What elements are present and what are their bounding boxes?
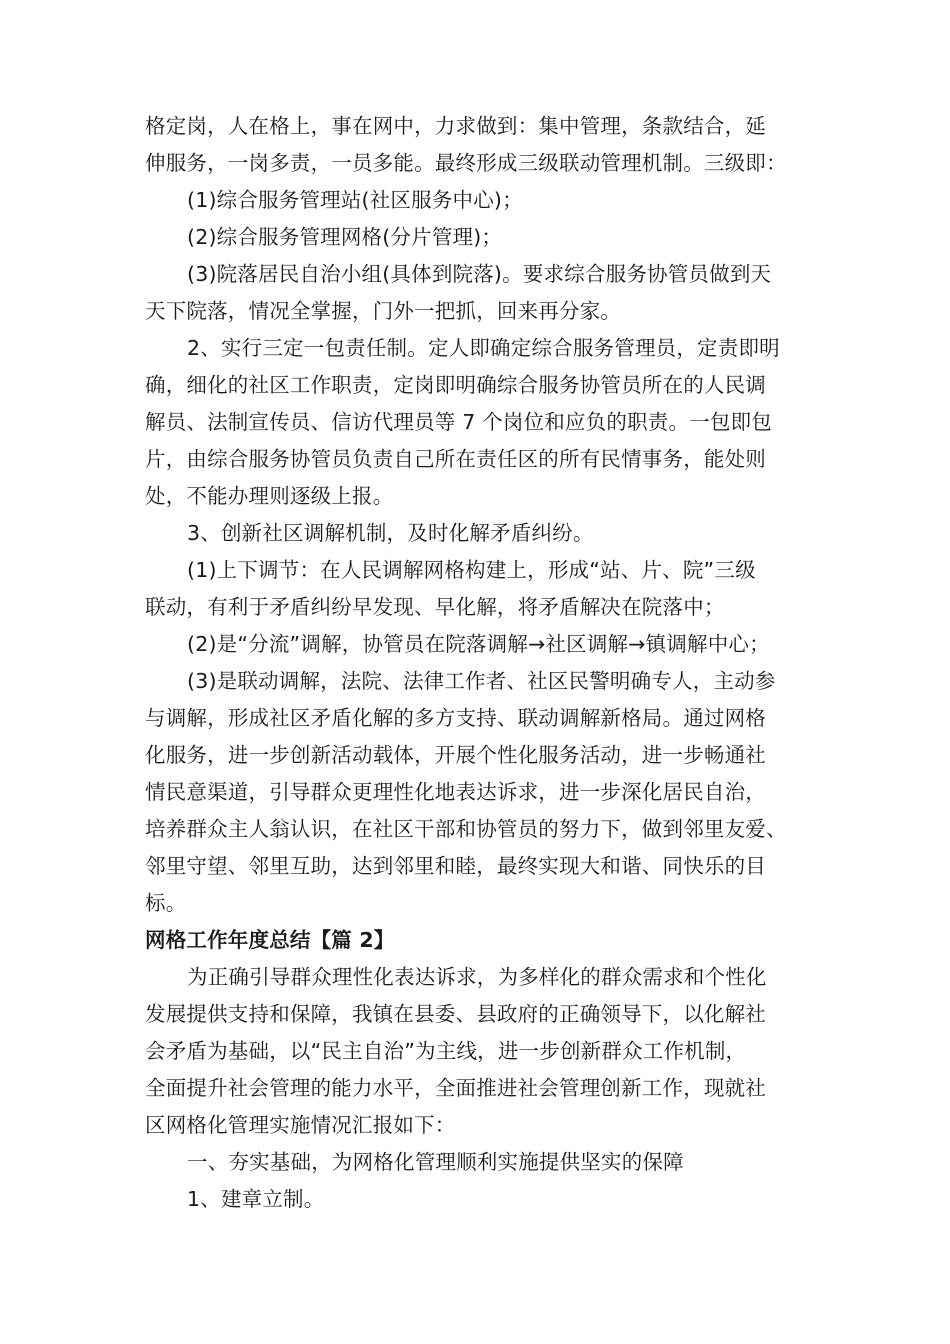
text-line: 与调解，形成社区矛盾化解的多方支持、联动调解新格局。通过网格: [145, 706, 766, 730]
section-heading: 网格工作年度总结【篇 2】: [145, 928, 395, 952]
text-line: 格定岗，人在格上，事在网中，力求做到：集中管理，条款结合，延: [145, 114, 766, 138]
text-line: (1)上下调节：在人民调解网格构建上，形成“站、片、院”三级: [187, 558, 756, 582]
text-line: 为正确引导群众理性化表达诉求，为多样化的群众需求和个性化: [187, 965, 767, 989]
text-line: (2)综合服务管理网格(分片管理)；: [187, 225, 503, 249]
text-line: 1、建章立制。: [187, 1187, 325, 1211]
text-line: 一、夯实基础，为网格化管理顺利实施提供坚实的保障: [187, 1150, 684, 1174]
text-line: (3)是联动调解，法院、法律工作者、社区民警明确专人，主动参: [187, 669, 776, 693]
text-line: (2)是“分流”调解，协管员在院落调解→社区调解→镇调解中心；: [187, 632, 770, 656]
text-line: 联动，有利于矛盾纠纷早发现、早化解，将矛盾解决在院落中；: [145, 595, 725, 619]
text-line: 化服务，进一步创新活动载体，开展个性化服务活动，进一步畅通社: [145, 743, 766, 767]
text-line: 区网格化管理实施情况汇报如下：: [145, 1113, 456, 1137]
text-line: 会矛盾为基础，以“民主自治”为主线，进一步创新群众工作机制，: [145, 1039, 747, 1063]
text-line: 片，由综合服务协管员负责自己所在责任区的所有民情事务，能处则: [145, 447, 766, 471]
text-line: (1)综合服务管理站(社区服务中心)；: [187, 188, 523, 212]
text-line: 发展提供支持和保障，我镇在县委、县政府的正确领导下，以化解社: [145, 1002, 766, 1026]
document-page: [145, 108, 825, 1218]
text-line: 邻里守望、邻里互助，达到邻里和睦，最终实现大和谐、同快乐的目: [145, 854, 766, 878]
text-line: 天下院落，情况全掌握，门外一把抓，回来再分家。: [145, 299, 622, 323]
text-line: 解员、法制宣传员、信访代理员等 7 个岗位和应负的职责。一包即包: [145, 410, 772, 434]
text-line: 情民意渠道，引导群众更理性化地表达诉求，进一步深化居民自治，: [145, 780, 766, 804]
text-line: 3、创新社区调解机制，及时化解矛盾纠纷。: [187, 521, 594, 545]
text-line: 全面提升社会管理的能力水平，全面推进社会管理创新工作，现就社: [145, 1076, 766, 1100]
text-line: 2、实行三定一包责任制。定人即确定综合服务管理员，定责即明: [187, 336, 780, 360]
text-line: 伸服务，一岗多责，一员多能。最终形成三级联动管理机制。三级即：: [145, 151, 787, 175]
text-line: 标。: [145, 891, 187, 915]
text-line: 培养群众主人翁认识，在社区干部和协管员的努力下，做到邻里友爱、: [145, 817, 787, 841]
text-line: 确，细化的社区工作职责，定岗即明确综合服务协管员所在的人民调: [145, 373, 766, 397]
text-line: 处，不能办理则逐级上报。: [145, 484, 394, 508]
text-line: (3)院落居民自治小组(具体到院落)。要求综合服务协管员做到天: [187, 262, 772, 286]
